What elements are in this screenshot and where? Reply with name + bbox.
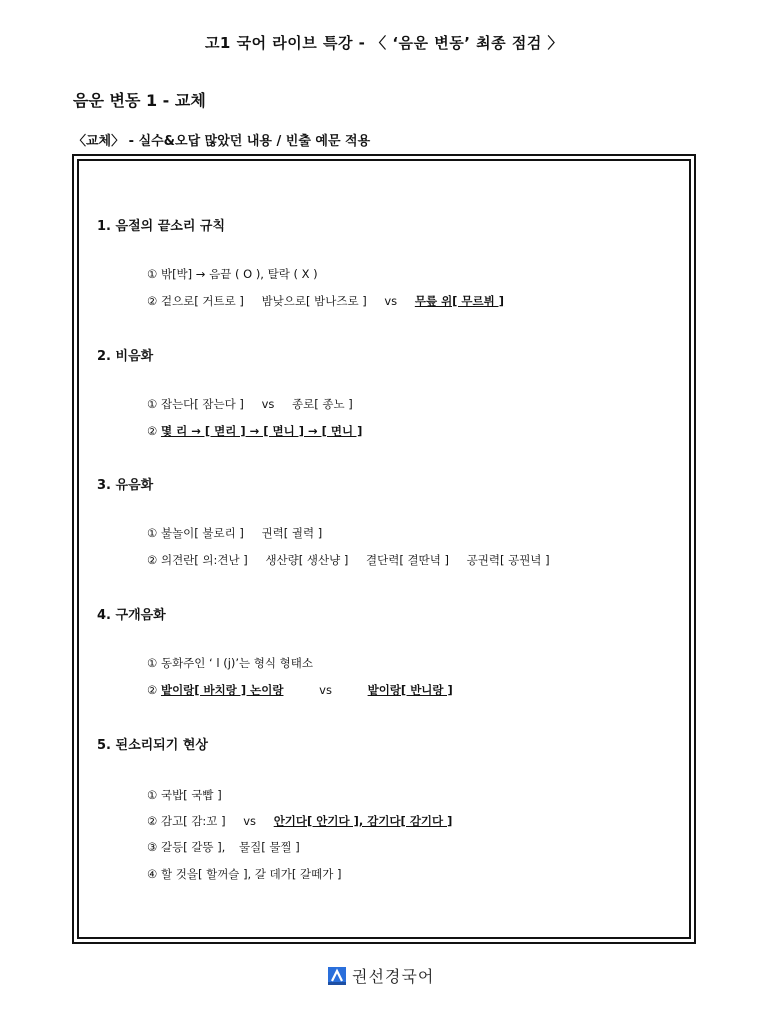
item-1-line-1 (147, 266, 318, 282)
item-5-line-2 (147, 813, 452, 829)
item-2-line-1 (147, 396, 353, 412)
item-heading-3: 3. 유음화 (97, 478, 154, 493)
item-5-line-3-b: 물질[ 물찔 ] (239, 840, 300, 854)
item-2-line-2-b: 몇 리 → [ 멷리 ] → [ 멷니 ] → [ 면니 ] (160, 424, 363, 438)
item-3-line-2-c: 결단력[ 결딴녁 ] (366, 553, 449, 567)
item-5-line-3-a: ③ 갈등[ 갈뜽 ], (147, 840, 226, 854)
item-1-line-1-text: ① 밖[박] → 음끝 ( O ), 탈락 ( X ) (147, 267, 318, 281)
item-5-line-1-a: ① 국밥[ 국빱 ] (147, 788, 222, 802)
item-1-line-2-vs: vs (384, 294, 398, 308)
item-3-line-2-a: ② 의견란[ 의:견난 ] (147, 553, 248, 567)
item-heading-4: 4. 구개음화 (97, 608, 166, 623)
item-1-line-2-b: 밤낮으로[ 밤나즈로 ] (261, 294, 367, 308)
item-5-line-2-c: 안기다[ 안기다 ], 감기다[ 감기다 ] (273, 814, 453, 828)
section-subtitle: 〈교체〉 - 실수&오답 많았던 내용 / 빈출 예문 적용 (73, 134, 371, 149)
item-1-line-2 (147, 293, 504, 309)
item-4-line-2-d: 밭이랑[ 반니랑 ] (367, 683, 453, 697)
content-frame-inner (77, 159, 691, 939)
item-2-line-2-a: ② (147, 424, 158, 438)
item-5-line-1 (147, 787, 222, 803)
item-2-line-1-a: ① 잡는다[ 잠는다 ] (147, 397, 244, 411)
item-3-line-1-b: 권력[ 궐력 ] (261, 526, 323, 540)
item-3-line-1-a: ① 불놀이[ 불로리 ] (147, 526, 244, 540)
item-1-line-2-a: ② 겉으로[ 거트로 ] (147, 294, 244, 308)
item-3-line-2-b: 생산량[ 생산냥 ] (265, 553, 349, 567)
item-5-line-2-a: ② 감고[ 감:꼬 ] (147, 814, 226, 828)
item-4-line-2-vs: vs (319, 683, 332, 697)
item-4-line-1-a: ① 동화주인 ‘ l (j)’는 형식 형태소 (147, 656, 314, 670)
item-5-line-4 (147, 866, 341, 882)
item-5-line-3 (147, 839, 300, 855)
item-heading-1: 1. 음절의 끝소리 규칙 (97, 219, 226, 234)
section-title: 음운 변동 1 - 교체 (73, 91, 206, 110)
item-heading-2: 2. 비음화 (97, 349, 154, 364)
item-3-line-1 (147, 525, 322, 541)
item-2-line-2 (147, 423, 362, 439)
footer-logo (328, 964, 434, 987)
item-2-line-1-c: 종로[ 종노 ] (292, 397, 353, 411)
item-heading-5: 5. 된소리되기 현상 (97, 738, 208, 753)
item-3-line-2-d: 공권력[ 공꿘녁 ] (466, 553, 550, 567)
item-4-line-2 (147, 682, 453, 698)
logo-mark-icon (328, 967, 346, 985)
page-title: 고1 국어 라이브 특강 - 〈 ‘음운 변동’ 최종 점검 〉 (204, 34, 564, 52)
item-4-line-2-a: ② (147, 683, 158, 697)
item-3-line-2 (147, 552, 550, 568)
item-4-line-1 (147, 655, 313, 671)
item-2-line-1-vs: vs (261, 397, 275, 411)
item-4-line-2-b: 밭이랑[ 바치랑 ] 논이랑 (160, 683, 284, 697)
logo-text: 권선경국어 (352, 967, 435, 986)
item-5-line-4-a: ④ 할 것을[ 할꺼슬 ], 갈 데가[ 갈떼가 ] (147, 867, 342, 881)
item-1-line-2-d: 무릎 위[ 무르뷔 ] (414, 294, 505, 308)
content-frame (72, 154, 696, 944)
item-5-line-2-vs: vs (243, 814, 257, 828)
